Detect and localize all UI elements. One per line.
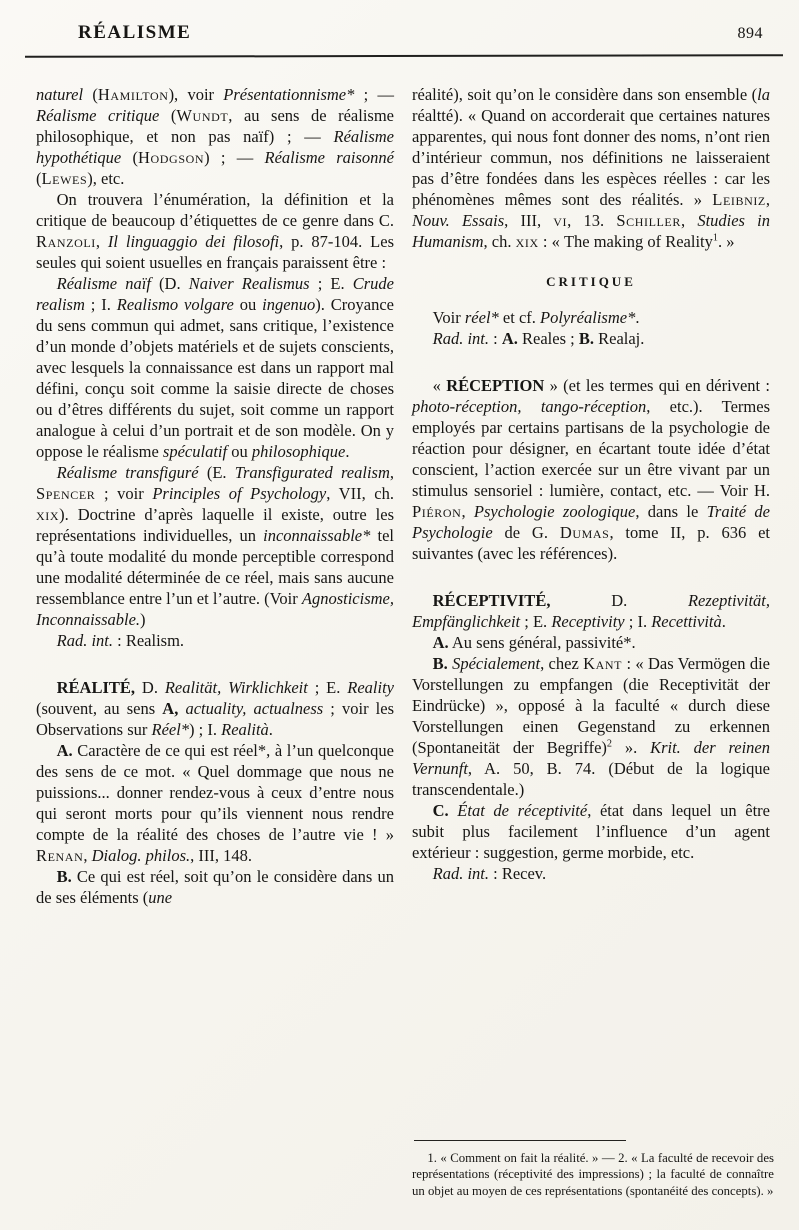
paragraph-receptivite-sense-b: B. Spécialement, chez Kant : « Das Vermögen die Vorstellungen zu empfangen (die Receptivität der Eindrücke) », opposé à la faculté « durch diese Vorstellungen einen Gegenstand zu erkennen (Spontaneität der Begriffe)$^2$ ». Krit. der reinen Vernunft, A. 50, B. 74. (Début de la logique transcendentale.) [412,654,771,799]
left-column [36,84,394,908]
footnote-rule [414,1140,626,1141]
paragraph-critique-voir: Voir réel* et cf. Polyréalisme*. [432,308,640,327]
footnote-block [412,1140,774,1199]
footnote-text: 1. « Comment on fait la réalité. » — 2. « La faculté de recevoir des représentations (réceptivité des impressions) ; la faculté de connaître un objet au moyen de ces représentations (spontanéité des concepts). » [412,1151,774,1198]
paragraph-realite-b-continuation: réalité), soit qu’on le considère dans son ensemble (la réaltté). « Quand on accorderait que certaines natures apparentes, qui nous font donner des noms, n’ont rien d’intérieur commun, nos définitions ne laisseraient pas d’être fondées dans les espèces réelles : car les phénomènes mêmes sont des réalités. » Leibniz, Nouv. Essais, III, vi, 13. Schiller, Studies in Humanism, ch. xix : « The making of Reality$^1$. » [412,85,771,251]
running-head-title: RÉALISME [78,22,192,43]
paragraph-rad-int-recev: Rad. int. : Recev. [432,864,547,883]
entry-heading-receptivite: RÉCEPTIVITÉ, D. Rezeptivität, Empfänglichkeit ; E. Receptivity ; I. Recettività. [412,591,770,631]
header-rule [25,54,783,58]
paragraph-realisme-continuation: naturel (Hamilton), voir Présentationnisme* ; — Réalisme critique (Wundt, au sens de réalisme philosophique, et non pas naïf) ; — Réalisme hypothétique (Hodgson) ; — Réalisme raisonné (Lewes), etc. [36,85,394,188]
paragraph-realisme-enumeration: On trouvera l’énumération, la définition et la critique de beaucoup d’étiquettes de ce genre dans C. Ranzoli, Il linguaggio dei filosofi, p. 87-104. Les seules qui soient usuelles en français paraissent être : [36,190,394,272]
paragraph-receptivite-sense-c: C. État de réceptivité, état dans lequel un être subit plus facilement l’influence d’un agent extérieur : suggestion, germe morbide, etc. [412,801,771,862]
text-columns [36,84,770,908]
right-column [412,84,770,908]
paragraph-realisme-transfigure: Réalisme transfiguré (E. Transfigurated realism, Spencer ; voir Principles of Psychology, VII, ch. xix). Doctrine d’après laquelle il existe, outre les représentations individuelles, un inconnaissable* tel qu’à toute modalité du monde perceptible correspond une modalité déterminée de ce réel, mais sans aucune ressemblance entre l’un et l’autre. (Voir Agnosticisme, Inconnaissable.) [36,463,395,629]
paragraph-critique-rad-int: Rad. int. : A. Reales ; B. Realaj. [432,329,645,348]
entry-heading-realite: RÉALITÉ, D. Realität, Wirklichkeit ; E. Reality (souvent, au sens A, actuality, actualness ; voir les Observations sur Réel*) ; I. Realità. [36,678,394,739]
page-number: 894 [737,25,763,42]
paragraph-realite-sense-b: B. Ce qui est réel, soit qu’on le considère dans un de ses éléments (une [36,867,394,907]
paragraph-realisme-naif: Réalisme naïf (D. Naiver Realismus ; E. Crude realism ; I. Realismo volgare ou ingenuo). Croyance du sens commun qui admet, sans critique, l’existence d’un monde d’objets matériels et de sujets conscients, avec lesquels la connaissance est dans un rapport mal défini, conçu soit comme la saisie directe de choses ou d’êtres différents du sujet, soit comme un rapport analogue à celui d’un portrait et de son modèle. On y oppose le réalisme spéculatif ou philosophique. [36,274,395,461]
entry-reception: « RÉCEPTION » (et les termes qui en dérivent : photo-réception, tango-réception, etc.). Termes employés par certains partisans de la psychologie de réaction pour désigner, en écartant toute idée d’état conscient, l’action exercée sur un être vivant par un stimulus sensoriel : lumière, contact, etc. — Voir H. Piéron, Psychologie zoologique, dans le Traité de Psychologie de G. Dumas, tome II, p. 636 et suivantes (avec les références). [412,376,771,563]
paragraph-realite-sense-a: A. Caractère de ce qui est réel*, à l’un quelconque des sens de ce mot. « Quel dommage que nous ne puissions... donner rendez-vous à ceux d’entre nous qui seront morts pour qu’ils viennent nous rendre compte de la réalité des choses de l’autre vie ! » Renan, Dialog. philos., III, 148. [36,741,394,865]
paragraph-receptivite-sense-a: A. Au sens général, passivité*. [432,633,636,652]
page-header [78,22,763,44]
critique-section-heading: CRITIQUE [546,274,636,289]
paragraph-rad-int-realism: Rad. int. : Realism. [56,631,185,650]
